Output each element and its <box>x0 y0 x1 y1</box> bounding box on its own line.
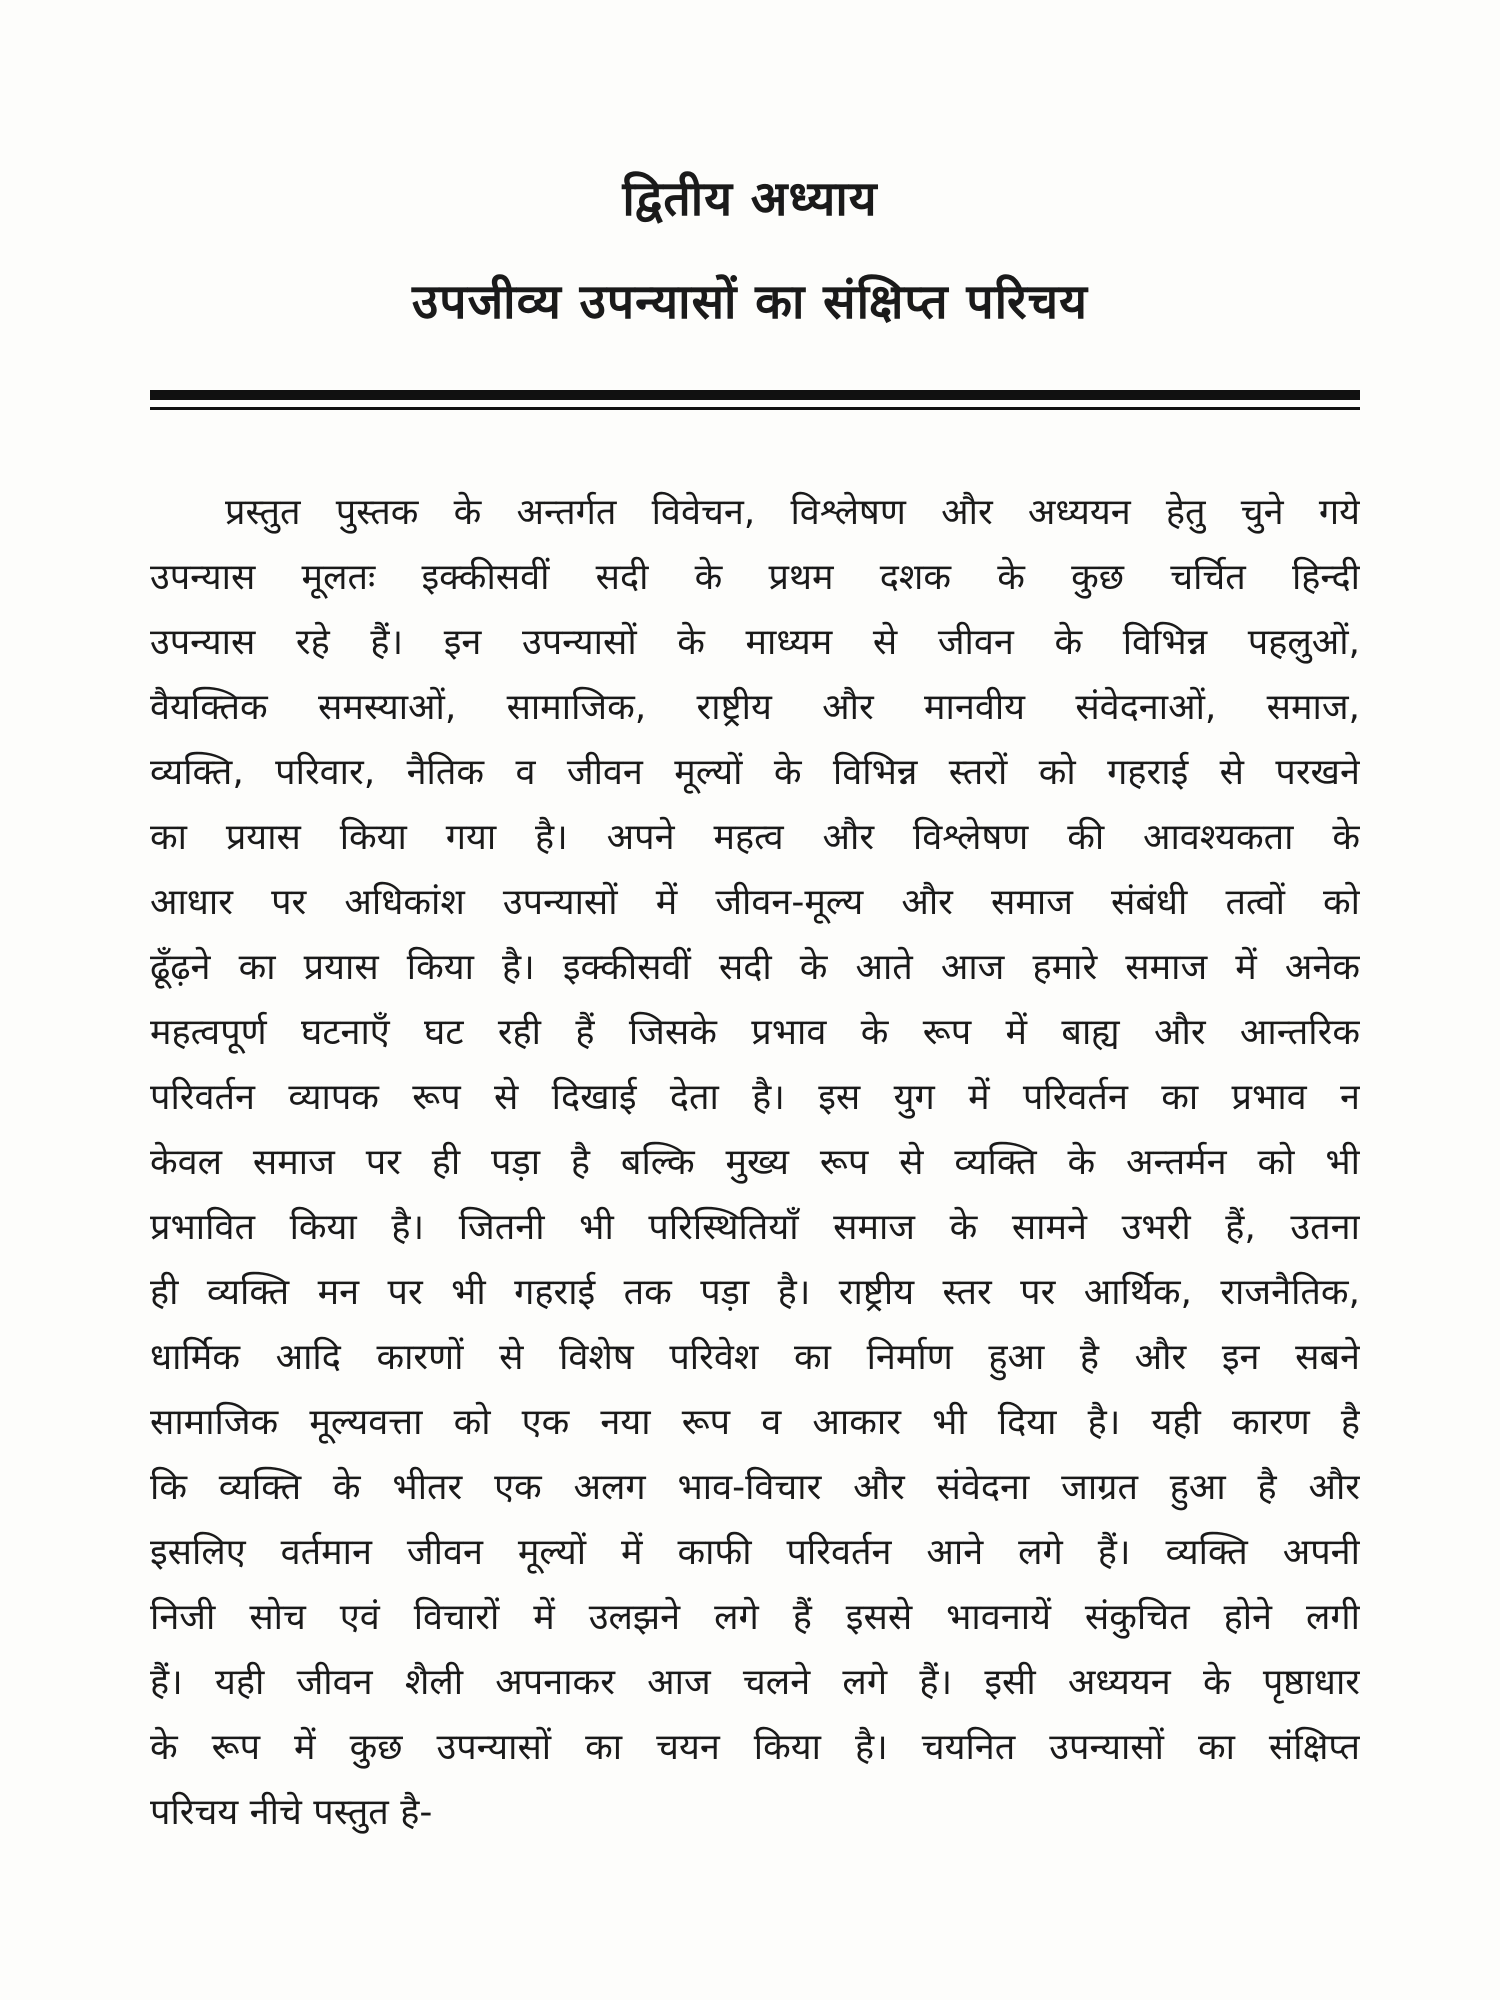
paragraph-line: प्रस्तुत पुस्तक के अन्तर्गत विवेचन, विश्लेषण और अध्ययन हेतु चुने गये <box>225 492 1360 533</box>
paragraph-line: ढूँढ़ने का प्रयास किया है। इक्कीसवीं सदी के आते आज हमारे समाज में अनेक <box>150 947 1360 988</box>
paragraph-line: महत्वपूर्ण घटनाएँ घट रही हैं जिसके प्रभाव के रूप में बाह्य और आन्तरिक <box>150 1012 1360 1053</box>
paragraph-line: कि व्यक्ति के भीतर एक अलग भाव-विचार और संवेदना जाग्रत हुआ है और <box>150 1467 1360 1508</box>
paragraph-line: उपन्यास मूलतः इक्कीसवीं सदी के प्रथम दशक के कुछ चर्चित हिन्दी <box>150 557 1360 598</box>
paragraph-line: वैयक्तिक समस्याओं, सामाजिक, राष्ट्रीय और मानवीय संवेदनाओं, समाज, <box>150 687 1360 728</box>
paragraph-line: उपन्यास रहे हैं। इन उपन्यासों के माध्यम से जीवन के विभिन्न पहलुओं, <box>150 622 1360 663</box>
paragraph-line: परिवर्तन व्यापक रूप से दिखाई देता है। इस युग में परिवर्तन का प्रभाव न <box>150 1077 1360 1118</box>
paragraph-line: सामाजिक मूल्यवत्ता को एक नया रूप व आकार भी दिया है। यही कारण है <box>150 1402 1360 1443</box>
paragraph-line: ही व्यक्ति मन पर भी गहराई तक पड़ा है। राष्ट्रीय स्तर पर आर्थिक, राजनैतिक, <box>150 1272 1360 1313</box>
paragraph-line: का प्रयास किया गया है। अपने महत्व और विश्लेषण की आवश्यकता के <box>150 817 1360 858</box>
paragraph-line: प्रभावित किया है। जितनी भी परिस्थितियाँ समाज के सामने उभरी हैं, उतना <box>150 1207 1360 1248</box>
paragraph-line: इसलिए वर्तमान जीवन मूल्यों में काफी परिवर्तन आने लगे हैं। व्यक्ति अपनी <box>150 1532 1360 1573</box>
paragraph-line: धार्मिक आदि कारणों से विशेष परिवेश का निर्माण हुआ है और इन सबने <box>150 1337 1360 1378</box>
paragraph-line: परिचय नीचे पस्तुत है- <box>150 1792 433 1833</box>
paragraph-line: निजी सोच एवं विचारों में उलझने लगे हैं इससे भावनायें संकुचित होने लगी <box>150 1597 1360 1638</box>
paragraph-line: व्यक्ति, परिवार, नैतिक व जीवन मूल्यों के विभिन्न स्तरों को गहराई से परखने <box>150 752 1360 793</box>
paragraph-line: के रूप में कुछ उपन्यासों का चयन किया है। चयनित उपन्यासों का संक्षिप्त <box>150 1727 1360 1768</box>
paragraph-line: आधार पर अधिकांश उपन्यासों में जीवन-मूल्य और समाज संबंधी तत्वों को <box>150 882 1360 923</box>
paragraph-line: हैं। यही जीवन शैली अपनाकर आज चलने लगे हैं। इसी अध्ययन के पृष्ठाधार <box>150 1662 1360 1703</box>
chapter-title-heading: उपजीव्य उपन्यासों का संक्षिप्त परिचय <box>412 274 1088 330</box>
heading-rule-thin <box>150 407 1360 410</box>
chapter-number-heading: द्वितीय अध्याय <box>622 171 878 227</box>
body-paragraph <box>150 480 1360 1845</box>
paragraph-line: केवल समाज पर ही पड़ा है बल्कि मुख्य रूप से व्यक्ति के अन्तर्मन को भी <box>150 1142 1360 1183</box>
heading-rule-thick <box>150 390 1360 400</box>
